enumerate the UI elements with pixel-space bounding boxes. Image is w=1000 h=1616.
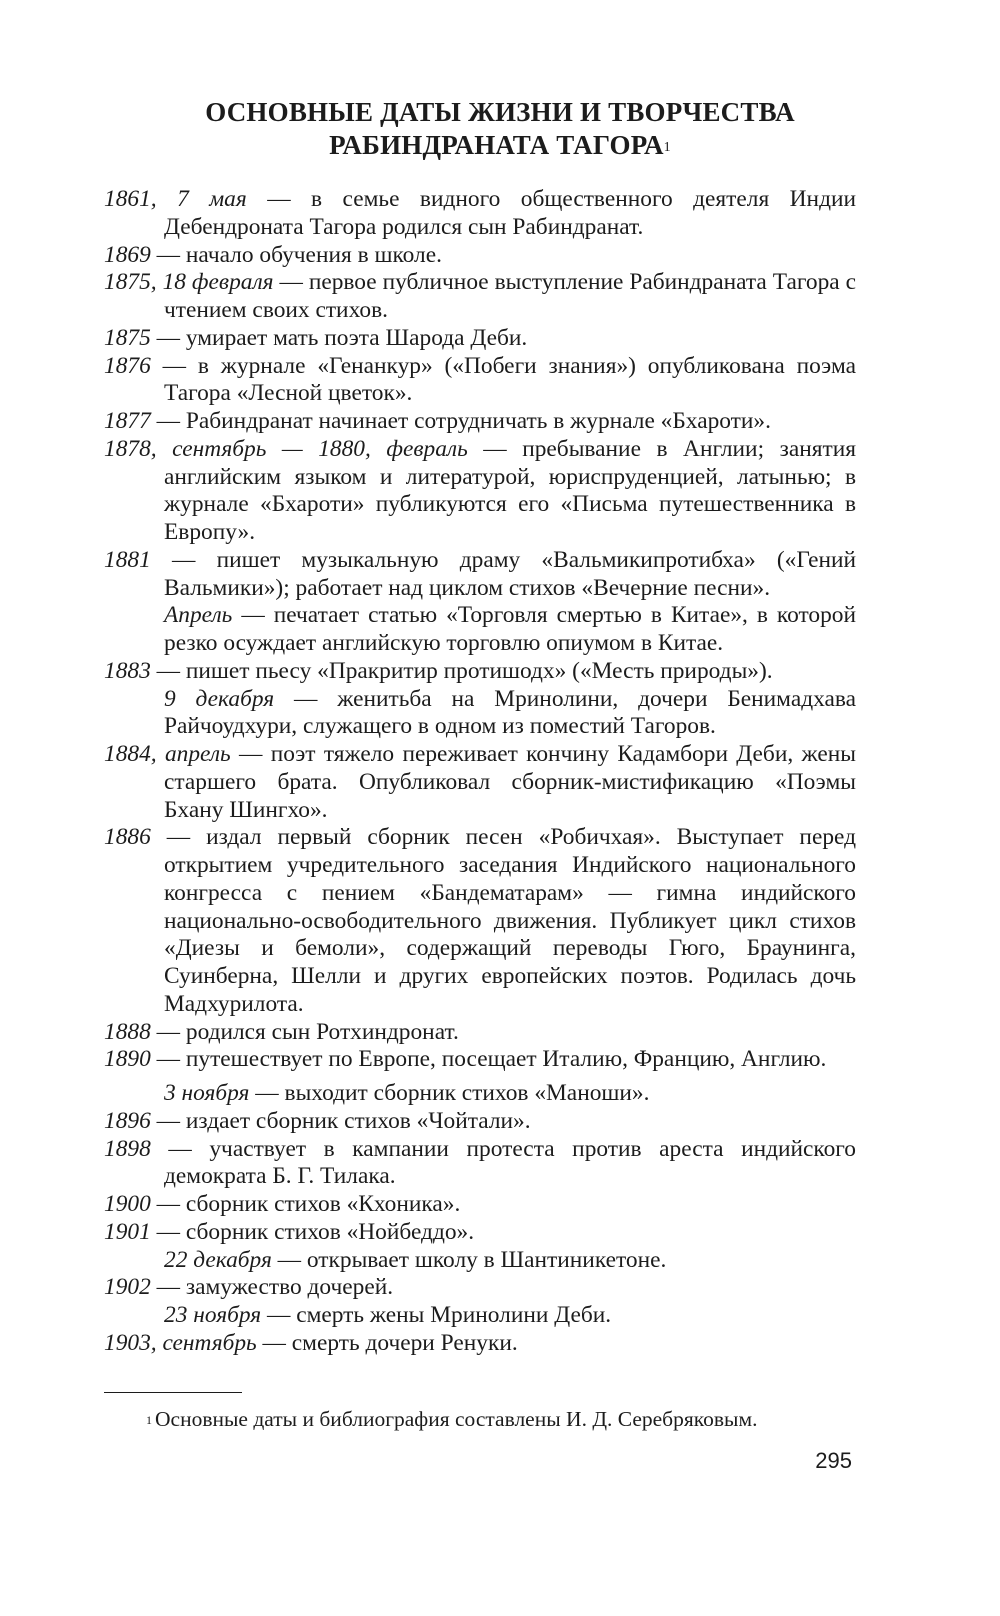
chronology-entry	[104, 1019, 856, 1047]
entry-text: — первое публичное выступление Рабиндраната Тагора с чтением своих стихов.	[164, 269, 856, 323]
entry-date: 9 декабря	[164, 685, 275, 712]
chronology-subentry	[104, 1247, 856, 1275]
chronology-subentry	[104, 602, 856, 658]
entry-date: 23 ноября	[164, 1302, 262, 1328]
entry-text: — поэт тяжело переживает кончину Кадамбори Деби, жены старшего брата. Опубликовал сборник-мистификацию «Поэмы Бхану Шингхо».	[164, 741, 856, 823]
chronology-entry	[104, 1136, 856, 1192]
chronology-entry	[104, 325, 856, 353]
chronology-entry	[104, 1219, 856, 1247]
footnote	[146, 1406, 757, 1432]
entry-text: — путешествует по Европе, посещает Италию, Францию, Англию.	[150, 1046, 827, 1073]
entry-date: 1878, сентябрь — 1880, февраль	[104, 435, 468, 462]
footnote-text: Основные даты и библиография составлены И. Д. Серебряковым.	[155, 1407, 758, 1431]
entry-date: 1875, 18 февраля	[104, 269, 274, 296]
chronology-entry	[104, 1046, 856, 1074]
chronology-entry	[104, 741, 856, 824]
entry-text: — издает сборник стихов «Чойтали».	[150, 1107, 531, 1134]
title-line-1: ОСНОВНЫЕ ДАТЫ ЖИЗНИ И ТВОРЧЕСТВА	[205, 97, 795, 127]
entry-date: 1888	[104, 1018, 151, 1045]
entry-text: — выходит сборник стихов «Маноши».	[249, 1080, 650, 1106]
entry-text: — пишет пьесу «Пракритир протишодх» («Месть природы»).	[150, 657, 773, 684]
entry-date: 1903, сентябрь	[104, 1329, 257, 1356]
footnote-mark: 1	[146, 1413, 152, 1427]
entry-date: 1877	[104, 408, 151, 434]
chronology-list	[104, 186, 856, 1358]
chronology-entry	[104, 353, 856, 409]
chronology-entry	[104, 186, 856, 242]
chronology-entry	[104, 1274, 856, 1302]
entry-date: 1861, 7 мая	[104, 186, 247, 212]
page-title	[0, 96, 1000, 162]
entry-date: 1881	[104, 546, 151, 573]
chronology-entry	[104, 242, 856, 270]
entry-date: 1896	[104, 1107, 151, 1134]
entry-text: — в семье видного общественного деятеля Индии Дебендроната Тагора родился сын Рабиндранат.	[164, 186, 857, 240]
chronology-subentry	[104, 1302, 856, 1330]
chronology-entry	[104, 1191, 856, 1219]
chronology-entry	[104, 436, 856, 547]
entry-text: — в журнале «Генанкур» («Побеги знания») опубликована поэма Тагора «Лесной цветок».	[150, 352, 856, 407]
entry-text: — сборник стихов «Нойбеддо».	[150, 1218, 475, 1245]
entry-text: — открывает школу в Шантиникетоне.	[271, 1246, 667, 1273]
chronology-entry	[104, 269, 856, 325]
title-line-2	[0, 129, 1000, 162]
chronology-entry	[104, 1330, 856, 1358]
entry-date: 1875	[104, 324, 151, 351]
entry-text: — пребывание в Англии; занятия английским языком и литературой, юриспруденцией, латынью; в журнале «Бхароти» публикуются его «Письма путешественника в Европу».	[164, 435, 856, 545]
entry-date: 1900	[104, 1191, 151, 1217]
page-number: 295	[815, 1448, 852, 1473]
entry-date: 1886	[104, 824, 151, 851]
entry-text: — печатает статью «Торговля смертью в Китае», в которой резко осуждает английскую торговлю опиумом в Китае.	[164, 602, 856, 656]
entry-date: 1901	[104, 1218, 151, 1245]
entry-text: — умирает мать поэта Шарода Деби.	[150, 324, 528, 351]
chronology-subentry	[104, 1080, 856, 1108]
chronology-entry	[104, 1108, 856, 1136]
entry-date: 1884, апрель	[104, 741, 231, 767]
entry-date: 1902	[104, 1274, 151, 1301]
footnote-reference: 1	[663, 140, 671, 155]
entry-text: — Рабиндранат начинает сотрудничать в журнале «Бхароти».	[150, 408, 771, 434]
entry-text: — родился сын Ротхиндронат.	[150, 1018, 459, 1045]
entry-text: — пишет музыкальную драму «Вальмикипротибха» («Гений Вальмики»); работает над циклом стихов «Вечерние песни».	[150, 546, 856, 601]
entry-date: 3 ноября	[164, 1080, 250, 1106]
chronology-entry	[104, 547, 856, 603]
entry-date: 1869	[104, 241, 151, 268]
entry-date: 1883	[104, 657, 151, 684]
entry-date: 1898	[104, 1135, 151, 1162]
entry-text: — издал первый сборник песен «Робичхая». Выступает перед открытием учредительного заседания Индийского национального конгресса с пением «Бандематарам» — гимна индийского национально-освободительного движения. Публикует цикл стихов «Диезы и бемоли», содержащий переводы Гюго, Браунинга, Суинберна, Шелли и других европейских поэтов. Родилась дочь Мадхурилота.	[150, 824, 856, 1017]
chronology-subentry	[104, 686, 856, 742]
entry-date: 1876	[104, 352, 151, 379]
entry-date: Апрель	[164, 602, 233, 629]
entry-text: — смерть жены Мринолини Деби.	[261, 1302, 612, 1328]
entry-date: 22 декабря	[164, 1246, 272, 1273]
entry-text: — замужество дочерей.	[150, 1274, 394, 1301]
chronology-entry	[104, 408, 856, 436]
entry-text: — начало обучения в школе.	[150, 241, 442, 268]
entry-text: — сборник стихов «Кхоника».	[150, 1191, 461, 1217]
chronology-entry	[104, 824, 856, 1018]
entry-text: — смерть дочери Ренуки.	[256, 1329, 518, 1356]
title-line-2-text: РАБИНДРАНАТА ТАГОРА	[329, 130, 664, 160]
entry-text: — участвует в кампании протеста против ареста индийского демократа Б. Г. Тилака.	[150, 1135, 856, 1190]
chronology-entry	[104, 658, 856, 686]
footnote-divider	[104, 1392, 242, 1393]
entry-text: — женитьба на Мринолини, дочери Бенимадхава Райчоудхури, служащего в одном из поместий Тагоров.	[164, 685, 856, 740]
entry-date: 1890	[104, 1046, 151, 1073]
